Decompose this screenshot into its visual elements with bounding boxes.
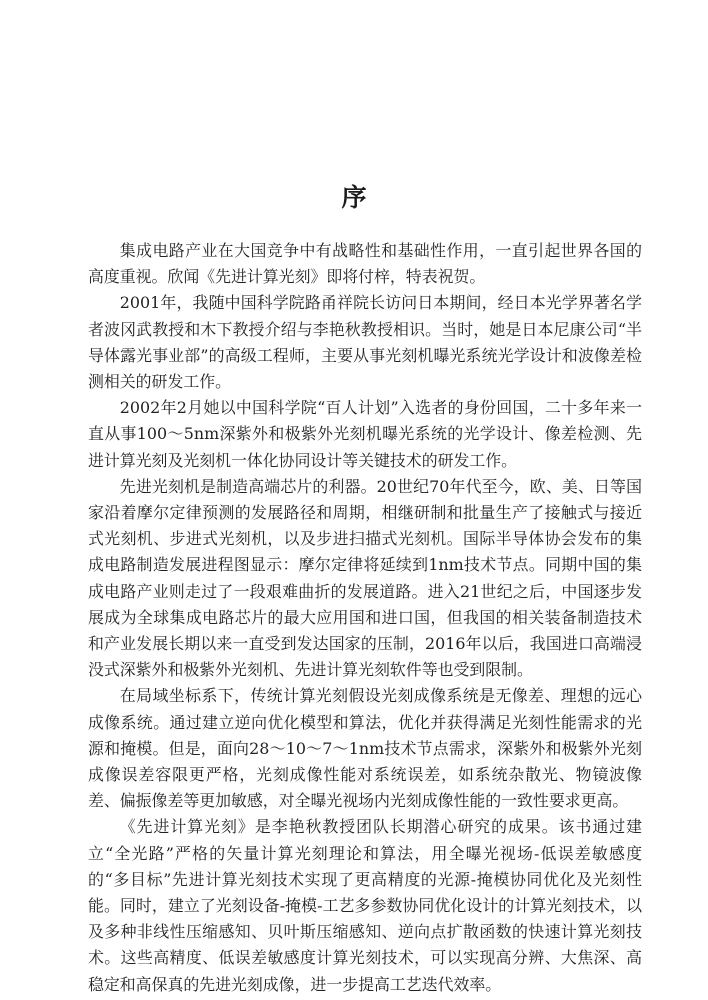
preface-title: 序 [341, 183, 367, 212]
paragraph-3: 2002年2月她以中国科学院“百人计划”入选者的身份回国，二十多年来一直从事100～5nm深紫外和极紫外光刻机曝光系统的光学设计、像差检测、先进计算光刻及光刻机一体化协同设计等关键技术的研发工作。 [88, 398, 642, 470]
paragraph-6: 《先进计算光刻》是李艳秋教授团队长期潜心研究的成果。该书通过建立“全光路”严格的矢量计算光刻理论和算法，用全曝光视场-低误差敏感度的“多目标”先进计算光刻技术实现了更高精度的光源-掩模协同优化及光刻性能。同时，建立了光刻设备-掩模-工艺多参数协同优化设计的计算光刻技术，以及多种非线性压缩感知、贝叶斯压缩感知、逆向点扩散函数的快速计算光刻技术。这些高精度、低误差敏感度计算光刻技术，可以实现高分辨、大焦深、高稳定和高保真的先进光刻成像，进一步提高工艺迭代效率。 [88, 817, 642, 994]
paragraph-5: 在局域坐标系下，传统计算光刻假设光刻成像系统是无像差、理想的远心成像系统。通过建立逆向优化模型和算法，优化并获得满足光刻性能需求的光源和掩模。但是，面向28～10～7～1nm技术节点需求，深紫外和极紫外光刻成像误差容限更严格，光刻成像性能对系统误差，如系统杂散光、物镜波像差、偏振像差等更加敏感，对全曝光视场内光刻成像性能的一致性要求更高。 [88, 686, 642, 811]
paragraph-4: 先进光刻机是制造高端芯片的利器。20世纪70年代至今，欧、美、日等国家沿着摩尔定律预测的发展路径和周期，相继研制和批量生产了接触式与接近式光刻机、步进式光刻机，以及步进扫描式光刻机。国际半导体协会发布的集成电路制造发展进程图显示：摩尔定律将延续到1nm技术节点。同期中国的集成电路产业则走过了一段艰难曲折的发展道路。进入21世纪之后，中国逐步发展成为全球集成电路芯片的最大应用国和进口国，但我国的相关装备制造技术和产业发展长期以来一直受到发达国家的压制，2016年以后，我国进口高端浸没式深紫外和极紫外光刻机、先进计算光刻软件等也受到限制。 [88, 476, 642, 680]
paragraph-2: 2001年，我随中国科学院路甬祥院长访问日本期间，经日本光学界著名学者波冈武教授和木下教授介绍与李艳秋教授相识。当时，她是日本尼康公司“半导体露光事业部”的高级工程师，主要从事光刻机曝光系统光学设计和波像差检测相关的研发工作。 [88, 293, 642, 392]
preface-body [88, 238, 642, 998]
paragraph-1: 集成电路产业在大国竞争中有战略性和基础性作用，一直引起世界各国的高度重视。欣闻《先进计算光刻》即将付梓，特表祝贺。 [88, 241, 642, 287]
